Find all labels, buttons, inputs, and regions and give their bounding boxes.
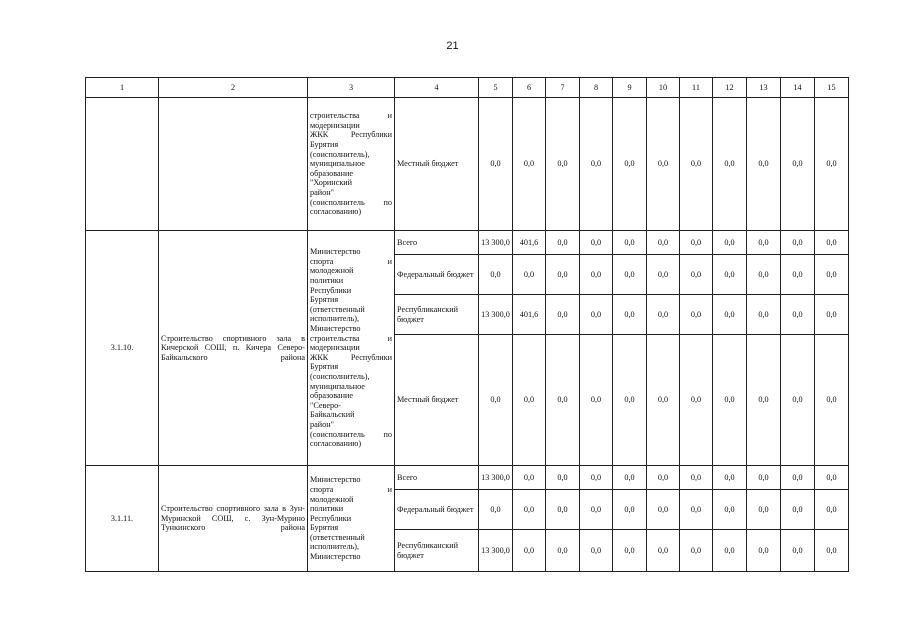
funding-source: Федеральный бюджет <box>395 255 479 295</box>
value-cell: 0,0 <box>680 255 713 295</box>
value-cell: 0,0 <box>647 466 680 490</box>
value-cell: 0,0 <box>815 255 849 295</box>
value-cell: 0,0 <box>546 231 580 255</box>
row-code <box>86 98 159 231</box>
column-header: 14 <box>781 78 815 98</box>
value-cell: 0,0 <box>580 295 613 335</box>
executor-line: спорта и <box>310 484 392 494</box>
value-cell: 0,0 <box>747 490 781 530</box>
value-cell: 0,0 <box>513 335 546 466</box>
value-cell: 0,0 <box>513 466 546 490</box>
executor-line: спорта и <box>310 256 392 266</box>
column-header: 12 <box>713 78 747 98</box>
value-cell: 0,0 <box>647 255 680 295</box>
executor-line: муниципальное <box>310 381 365 391</box>
value-cell: 0,0 <box>580 231 613 255</box>
value-cell: 0,0 <box>713 490 747 530</box>
value-cell: 0,0 <box>713 255 747 295</box>
column-header: 4 <box>395 78 479 98</box>
value-cell: 0,0 <box>513 490 546 530</box>
executor-line: "Северо- <box>310 400 341 410</box>
executor-line: ЖКК Республики <box>310 130 392 140</box>
executor-line: Министерство <box>310 324 361 334</box>
value-cell: 0,0 <box>815 490 849 530</box>
value-cell: 13 300,0 <box>479 530 513 572</box>
value-cell: 13 300,0 <box>479 295 513 335</box>
value-cell: 0,0 <box>580 255 613 295</box>
executor-line: согласованию) <box>310 439 362 449</box>
value-cell: 0,0 <box>546 98 580 231</box>
value-cell: 0,0 <box>647 231 680 255</box>
value-cell: 0,0 <box>613 255 647 295</box>
executor-line: (соисполнитель по <box>310 197 392 207</box>
value-cell: 0,0 <box>713 295 747 335</box>
value-cell: 0,0 <box>513 255 546 295</box>
value-cell: 0,0 <box>713 530 747 572</box>
value-cell: 401,6 <box>513 295 546 335</box>
value-cell: 401,6 <box>513 231 546 255</box>
value-cell: 0,0 <box>647 530 680 572</box>
value-cell: 0,0 <box>680 335 713 466</box>
column-header: 6 <box>513 78 546 98</box>
executor-line: Республики <box>310 513 352 523</box>
header-row <box>86 78 849 98</box>
value-cell: 0,0 <box>815 335 849 466</box>
measure-name: Строительство спортивного зала в Кичерской СОШ, п. Кичера Северо-Байкальского района <box>159 231 308 466</box>
row-code: 3.1.10. <box>86 231 159 466</box>
value-cell: 0,0 <box>479 98 513 231</box>
column-header: 15 <box>815 78 849 98</box>
column-header: 8 <box>580 78 613 98</box>
value-cell: 0,0 <box>680 490 713 530</box>
column-header: 7 <box>546 78 580 98</box>
executor-line: образование <box>310 168 354 178</box>
executor-line: Бурятия <box>310 295 339 305</box>
value-cell: 0,0 <box>815 530 849 572</box>
executor-line: (ответственный <box>310 532 365 542</box>
funding-source: Республиканский бюджет <box>395 530 479 572</box>
value-cell: 0,0 <box>613 530 647 572</box>
executor-line: Бурятия <box>310 523 339 533</box>
value-cell: 0,0 <box>680 530 713 572</box>
value-cell: 0,0 <box>513 98 546 231</box>
column-header: 3 <box>308 78 395 98</box>
budget-table <box>85 77 849 572</box>
executor-line: согласованию) <box>310 207 362 217</box>
executor-line: исполнитель), <box>310 542 360 552</box>
value-cell: 0,0 <box>747 255 781 295</box>
executor-line: (ответственный <box>310 304 365 314</box>
funding-source: Местный бюджет <box>395 98 479 231</box>
executor-line: (соисполнитель по <box>310 429 392 439</box>
value-cell: 0,0 <box>815 98 849 231</box>
value-cell: 0,0 <box>680 231 713 255</box>
executor-cell <box>308 231 395 466</box>
column-header: 11 <box>680 78 713 98</box>
column-header: 13 <box>747 78 781 98</box>
value-cell: 0,0 <box>479 335 513 466</box>
executor-line: Республики <box>310 285 352 295</box>
value-cell: 0,0 <box>613 98 647 231</box>
value-cell: 0,0 <box>781 466 815 490</box>
value-cell: 0,0 <box>546 466 580 490</box>
value-cell: 0,0 <box>747 466 781 490</box>
funding-source: Республиканский бюджет <box>395 295 479 335</box>
table-row <box>86 98 849 231</box>
value-cell: 0,0 <box>747 530 781 572</box>
executor-line: ЖКК Республики <box>310 352 392 362</box>
measure-name: Строительство спортивного зала в Зун-Муринской СОШ, с. Зун-Мурино Тункинского района <box>159 466 308 572</box>
value-cell: 0,0 <box>781 295 815 335</box>
value-cell: 0,0 <box>747 231 781 255</box>
executor-line: Бурятия <box>310 362 339 372</box>
executor-line: Байкальский <box>310 410 355 420</box>
value-cell: 0,0 <box>815 231 849 255</box>
value-cell: 0,0 <box>479 255 513 295</box>
funding-source: Федеральный бюджет <box>395 490 479 530</box>
executor-line: модернизации <box>310 120 360 130</box>
value-cell: 0,0 <box>546 490 580 530</box>
table-row <box>86 466 849 490</box>
value-cell: 0,0 <box>613 335 647 466</box>
value-cell: 0,0 <box>546 295 580 335</box>
value-cell: 0,0 <box>580 335 613 466</box>
value-cell: 0,0 <box>580 466 613 490</box>
executor-line: (соисполнитель), <box>310 149 370 159</box>
funding-source: Всего <box>395 466 479 490</box>
value-cell: 0,0 <box>781 231 815 255</box>
executor-line: (соисполнитель), <box>310 371 370 381</box>
value-cell: 0,0 <box>781 335 815 466</box>
value-cell: 0,0 <box>613 490 647 530</box>
value-cell: 0,0 <box>747 335 781 466</box>
value-cell: 0,0 <box>546 530 580 572</box>
value-cell: 0,0 <box>680 466 713 490</box>
value-cell: 0,0 <box>713 98 747 231</box>
value-cell: 0,0 <box>680 295 713 335</box>
value-cell: 0,0 <box>513 530 546 572</box>
executor-line: молодежной <box>310 494 354 504</box>
value-cell: 0,0 <box>713 335 747 466</box>
value-cell: 13 300,0 <box>479 466 513 490</box>
executor-line: Министерство <box>310 552 361 562</box>
column-header: 5 <box>479 78 513 98</box>
column-header: 10 <box>647 78 680 98</box>
column-header: 1 <box>86 78 159 98</box>
value-cell: 0,0 <box>680 98 713 231</box>
funding-source: Всего <box>395 231 479 255</box>
value-cell: 13 300,0 <box>479 231 513 255</box>
value-cell: 0,0 <box>613 466 647 490</box>
executor-line: Министерство <box>310 247 361 257</box>
executor-line: район" <box>310 187 334 197</box>
executor-line: модернизации <box>310 343 360 353</box>
value-cell: 0,0 <box>781 490 815 530</box>
value-cell: 0,0 <box>613 295 647 335</box>
value-cell: 0,0 <box>647 98 680 231</box>
value-cell: 0,0 <box>815 466 849 490</box>
value-cell: 0,0 <box>580 530 613 572</box>
measure-name <box>159 98 308 231</box>
value-cell: 0,0 <box>781 530 815 572</box>
row-code: 3.1.11. <box>86 466 159 572</box>
column-header: 2 <box>159 78 308 98</box>
value-cell: 0,0 <box>647 335 680 466</box>
value-cell: 0,0 <box>647 490 680 530</box>
column-header: 9 <box>613 78 647 98</box>
value-cell: 0,0 <box>713 231 747 255</box>
executor-line: муниципальное <box>310 159 365 169</box>
executor-line: строительства и <box>310 333 392 343</box>
value-cell: 0,0 <box>781 255 815 295</box>
value-cell: 0,0 <box>546 255 580 295</box>
executor-cell <box>308 466 395 572</box>
value-cell: 0,0 <box>613 231 647 255</box>
table-row <box>86 231 849 255</box>
value-cell: 0,0 <box>647 295 680 335</box>
value-cell: 0,0 <box>546 335 580 466</box>
executor-line: Министерство <box>310 475 361 485</box>
value-cell: 0,0 <box>580 98 613 231</box>
value-cell: 0,0 <box>781 98 815 231</box>
executor-line: образование <box>310 391 354 401</box>
executor-line: "Хоринский <box>310 178 353 188</box>
value-cell: 0,0 <box>479 490 513 530</box>
value-cell: 0,0 <box>815 295 849 335</box>
funding-source: Местный бюджет <box>395 335 479 466</box>
executor-line: исполнитель), <box>310 314 360 324</box>
executor-line: молодежной <box>310 266 354 276</box>
value-cell: 0,0 <box>713 466 747 490</box>
value-cell: 0,0 <box>580 490 613 530</box>
value-cell: 0,0 <box>747 295 781 335</box>
executor-line: строительства и <box>310 111 392 121</box>
page-number: 21 <box>446 40 459 52</box>
executor-line: Бурятия <box>310 140 339 150</box>
value-cell: 0,0 <box>747 98 781 231</box>
executor-line: политики <box>310 276 344 286</box>
executor-cell <box>308 98 395 231</box>
executor-line: район" <box>310 419 334 429</box>
executor-line: политики <box>310 504 344 514</box>
